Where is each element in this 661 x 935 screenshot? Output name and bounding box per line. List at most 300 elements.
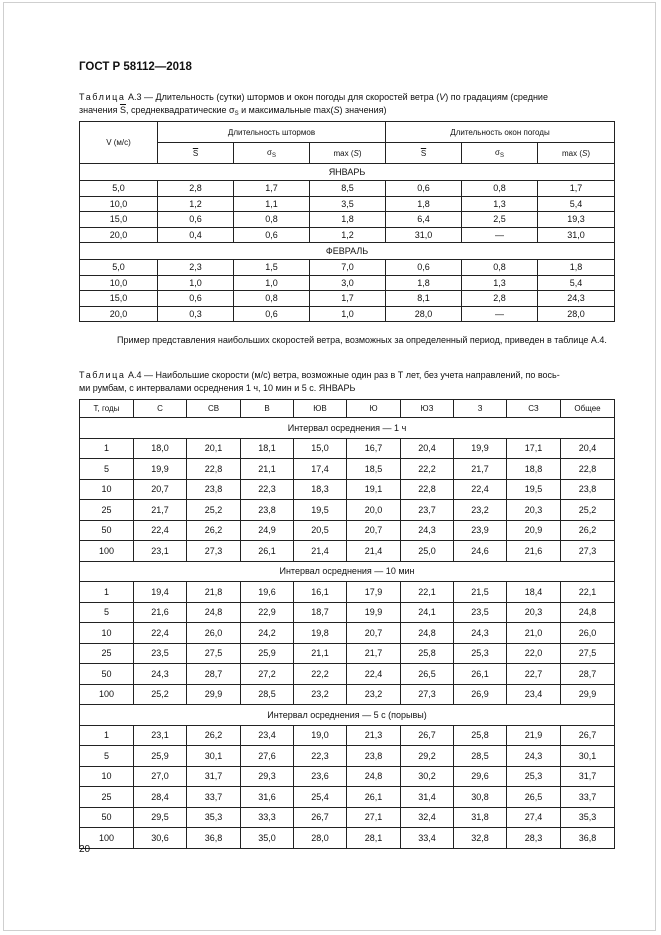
header-max: max (S)	[538, 143, 615, 164]
table-cell: 20,3	[507, 602, 561, 623]
column-header: С	[134, 400, 187, 418]
table-cell: 22,4	[134, 520, 187, 541]
table-cell: 0,8	[234, 291, 310, 307]
table-cell: 28,7	[561, 664, 615, 685]
table-a3	[79, 121, 615, 322]
section-title: Интервал осреднения — 10 мин	[80, 561, 615, 582]
table-row	[80, 684, 615, 705]
table-cell: 19,4	[134, 582, 187, 603]
table-cell: 8,1	[386, 291, 462, 307]
table-cell: 33,7	[187, 787, 241, 808]
header-sigma: $\sigma_S$	[462, 143, 538, 164]
table-cell: 1,7	[538, 181, 615, 197]
table-row	[80, 291, 615, 307]
table-cell: 17,1	[507, 438, 561, 459]
table-cell: 35,3	[187, 807, 241, 828]
table-cell: —	[462, 306, 538, 322]
section-row	[80, 243, 615, 260]
table-cell: 28,1	[347, 828, 401, 849]
table-cell: 23,6	[294, 766, 347, 787]
table-cell: 0,6	[158, 212, 234, 228]
table-cell: 22,3	[241, 479, 294, 500]
table-cell: 25,2	[134, 684, 187, 705]
table-cell: 22,7	[507, 664, 561, 685]
table-cell: 25,3	[507, 766, 561, 787]
header-v: V (м/с)	[80, 122, 158, 164]
table-cell: 20,3	[507, 500, 561, 521]
table-cell: 2,3	[158, 260, 234, 276]
table-row	[80, 196, 615, 212]
table-cell: —	[462, 227, 538, 243]
table-cell: 15,0	[294, 438, 347, 459]
table-cell: 21,7	[134, 500, 187, 521]
table-cell: 25	[80, 500, 134, 521]
table-cell: 21,3	[347, 725, 401, 746]
table-cell: 5,0	[80, 181, 158, 197]
table-cell: 30,6	[134, 828, 187, 849]
table-cell: 28,0	[294, 828, 347, 849]
table-cell: 20,5	[294, 520, 347, 541]
table-cell: 0,3	[158, 306, 234, 322]
table-cell: 24,3	[134, 664, 187, 685]
table-cell: 50	[80, 664, 134, 685]
table-cell: 50	[80, 807, 134, 828]
table-cell: 20,0	[80, 306, 158, 322]
table-cell: 27,0	[134, 766, 187, 787]
table-cell: 19,1	[347, 479, 401, 500]
column-header: ЮВ	[294, 400, 347, 418]
table-row	[80, 602, 615, 623]
table-cell: 19,0	[294, 725, 347, 746]
table-cell: 20,4	[401, 438, 454, 459]
table-cell: 16,7	[347, 438, 401, 459]
table-cell: 23,5	[454, 602, 507, 623]
table-cell: 25,9	[134, 746, 187, 767]
table-cell: 100	[80, 684, 134, 705]
table-cell: 33,3	[241, 807, 294, 828]
table-cell: 19,5	[507, 479, 561, 500]
table-cell: 31,7	[561, 766, 615, 787]
table-cell: 5	[80, 602, 134, 623]
table-cell: 6,4	[386, 212, 462, 228]
header-mean: $\overline{S}$	[386, 143, 462, 164]
table-cell: 23,2	[454, 500, 507, 521]
table-cell: 25,8	[454, 725, 507, 746]
table-cell: 35,0	[241, 828, 294, 849]
table-cell: 28,5	[241, 684, 294, 705]
table-cell: 17,9	[347, 582, 401, 603]
table-cell: 22,4	[454, 479, 507, 500]
table-cell: 32,4	[401, 807, 454, 828]
table-cell: 10	[80, 766, 134, 787]
header-mean: $\overline{S}$	[158, 143, 234, 164]
table-row	[80, 807, 615, 828]
table-cell: 22,2	[294, 664, 347, 685]
page-number: 20	[79, 844, 91, 855]
table-cell: 31,0	[386, 227, 462, 243]
table-cell: 21,4	[294, 541, 347, 562]
table-row	[80, 438, 615, 459]
section-title: ФЕВРАЛЬ	[80, 243, 615, 260]
table-cell: 26,2	[187, 725, 241, 746]
table-cell: 20,7	[134, 479, 187, 500]
table-row	[80, 306, 615, 322]
table-cell: 36,8	[561, 828, 615, 849]
table-cell: 1	[80, 438, 134, 459]
table-a4-body	[80, 418, 615, 849]
table-cell: 20,0	[80, 227, 158, 243]
table-cell: 5	[80, 746, 134, 767]
table-cell: 30,1	[561, 746, 615, 767]
table-cell: 1,1	[234, 196, 310, 212]
table-cell: 21,6	[134, 602, 187, 623]
table-cell: 1,8	[386, 275, 462, 291]
table-cell: 21,4	[347, 541, 401, 562]
table-cell: 27,6	[241, 746, 294, 767]
table-cell: 35,3	[561, 807, 615, 828]
table-cell: 1,0	[234, 275, 310, 291]
column-header: В	[241, 400, 294, 418]
table-cell: 0,6	[386, 181, 462, 197]
table-cell: 21,7	[454, 459, 507, 480]
table-cell: 30,2	[401, 766, 454, 787]
table-cell: 29,6	[454, 766, 507, 787]
header-storms: Длительность штормов	[158, 122, 386, 143]
table-cell: 25,3	[454, 643, 507, 664]
table-cell: 0,8	[234, 212, 310, 228]
table-cell: 26,0	[561, 623, 615, 644]
table-row	[80, 746, 615, 767]
column-header: СЗ	[507, 400, 561, 418]
table-cell: 21,1	[241, 459, 294, 480]
table-row	[80, 664, 615, 685]
table-cell: 7,0	[310, 260, 386, 276]
table-cell: 27,5	[561, 643, 615, 664]
table-cell: 1,3	[462, 196, 538, 212]
table-cell: 23,9	[454, 520, 507, 541]
table-cell: 26,7	[561, 725, 615, 746]
table-cell: 23,1	[134, 725, 187, 746]
table-cell: 26,2	[561, 520, 615, 541]
table-cell: 24,1	[401, 602, 454, 623]
table-cell: 27,3	[401, 684, 454, 705]
section-title: ЯНВАРЬ	[80, 164, 615, 181]
table-cell: 24,9	[241, 520, 294, 541]
table-row	[80, 787, 615, 808]
table-cell: 21,6	[507, 541, 561, 562]
table-cell: 26,9	[454, 684, 507, 705]
table-cell: 28,5	[454, 746, 507, 767]
table-cell: 25,9	[241, 643, 294, 664]
table-cell: 0,6	[234, 227, 310, 243]
table-cell: 22,2	[401, 459, 454, 480]
table-cell: 19,3	[538, 212, 615, 228]
table-cell: 2,8	[158, 181, 234, 197]
table-cell: 50	[80, 520, 134, 541]
header-max: max (S)	[310, 143, 386, 164]
section-title: Интервал осреднения — 5 с (порывы)	[80, 705, 615, 726]
table-cell: 3,5	[310, 196, 386, 212]
table-cell: 100	[80, 541, 134, 562]
table-cell: 27,3	[187, 541, 241, 562]
table-cell: 21,5	[454, 582, 507, 603]
table-cell: 25	[80, 787, 134, 808]
table-cell: 26,2	[187, 520, 241, 541]
table-row	[80, 479, 615, 500]
table-cell: 24,3	[507, 746, 561, 767]
table-cell: 33,7	[561, 787, 615, 808]
table-cell: 25,2	[561, 500, 615, 521]
table-cell: 28,4	[134, 787, 187, 808]
example-paragraph: Пример представления наибольших скоростей ветра, возможных за определенный период, приведен в таблице А.4.	[117, 335, 607, 345]
document-header: ГОСТ Р 58112—2018	[79, 61, 192, 73]
table-cell: 23,8	[561, 479, 615, 500]
table-cell: 19,9	[454, 438, 507, 459]
column-header: З	[454, 400, 507, 418]
table-cell: 29,9	[187, 684, 241, 705]
table-cell: 2,5	[462, 212, 538, 228]
table-cell: 23,1	[134, 541, 187, 562]
table-cell: 26,1	[347, 787, 401, 808]
header-windows: Длительность окон погоды	[386, 122, 615, 143]
table-a4-caption: Таблица А.4 — Наибольшие скорости (м/с) ветра, возможные один раз в Т лет, без учета направлений, по вось- ми румбам, с интервалами осреднения 1 ч, 10 мин и 5 с. ЯНВАРЬ	[79, 370, 560, 393]
table-cell: 16,1	[294, 582, 347, 603]
table-cell: 5	[80, 459, 134, 480]
table-cell: 24,3	[401, 520, 454, 541]
column-header: Ю	[347, 400, 401, 418]
table-cell: 22,3	[294, 746, 347, 767]
section-row	[80, 418, 615, 439]
table-cell: 22,1	[401, 582, 454, 603]
table-cell: 1	[80, 582, 134, 603]
table-cell: 5,0	[80, 260, 158, 276]
table-cell: 25	[80, 643, 134, 664]
caption-prefix: Таблица	[79, 92, 126, 102]
table-cell: 23,4	[507, 684, 561, 705]
table-cell: 21,7	[347, 643, 401, 664]
table-cell: 20,7	[347, 520, 401, 541]
table-cell: 33,4	[401, 828, 454, 849]
table-cell: 24,6	[454, 541, 507, 562]
header-sigma: $\sigma_S$	[234, 143, 310, 164]
table-a4	[79, 399, 615, 849]
table-cell: 19,9	[134, 459, 187, 480]
table-cell: 19,8	[294, 623, 347, 644]
table-cell: 19,5	[294, 500, 347, 521]
table-row	[80, 275, 615, 291]
table-cell: 18,0	[134, 438, 187, 459]
table-cell: 18,8	[507, 459, 561, 480]
table-cell: 20,7	[347, 623, 401, 644]
table-cell: 24,8	[347, 766, 401, 787]
table-cell: 31,4	[401, 787, 454, 808]
table-cell: 26,1	[241, 541, 294, 562]
table-cell: 1,0	[158, 275, 234, 291]
table-cell: 23,2	[294, 684, 347, 705]
caption-prefix: Таблица	[79, 370, 126, 380]
table-cell: 28,0	[538, 306, 615, 322]
table-cell: 23,8	[187, 479, 241, 500]
table-cell: 3,0	[310, 275, 386, 291]
table-cell: 24,8	[401, 623, 454, 644]
table-cell: 23,8	[347, 746, 401, 767]
table-cell: 29,5	[134, 807, 187, 828]
table-cell: 0,8	[462, 181, 538, 197]
table-a3-body	[80, 164, 615, 322]
table-cell: 29,3	[241, 766, 294, 787]
table-cell: 28,3	[507, 828, 561, 849]
table-cell: 22,9	[241, 602, 294, 623]
table-row	[80, 260, 615, 276]
table-cell: 28,7	[187, 664, 241, 685]
table-cell: 26,1	[454, 664, 507, 685]
table-cell: 27,3	[561, 541, 615, 562]
table-cell: 21,0	[507, 623, 561, 644]
table-cell: 21,1	[294, 643, 347, 664]
table-cell: 31,7	[187, 766, 241, 787]
table-cell: 18,1	[241, 438, 294, 459]
table-cell: 24,3	[454, 623, 507, 644]
table-cell: 5,4	[538, 196, 615, 212]
table-cell: 32,8	[454, 828, 507, 849]
table-cell: 27,4	[507, 807, 561, 828]
table-cell: 5,4	[538, 275, 615, 291]
table-a4-header-row	[80, 400, 615, 418]
table-cell: 24,2	[241, 623, 294, 644]
table-row	[80, 520, 615, 541]
table-cell: 27,5	[187, 643, 241, 664]
table-cell: 22,4	[347, 664, 401, 685]
table-cell: 24,8	[561, 602, 615, 623]
table-row	[80, 582, 615, 603]
table-cell: 0,4	[158, 227, 234, 243]
table-row	[80, 541, 615, 562]
table-cell: 1,7	[310, 291, 386, 307]
table-cell: 18,3	[294, 479, 347, 500]
table-row	[80, 623, 615, 644]
table-cell: 26,7	[294, 807, 347, 828]
table-cell: 1,3	[462, 275, 538, 291]
table-cell: 28,0	[386, 306, 462, 322]
section-row	[80, 705, 615, 726]
table-cell: 2,8	[462, 291, 538, 307]
table-cell: 0,6	[158, 291, 234, 307]
table-cell: 0,6	[386, 260, 462, 276]
table-cell: 23,7	[401, 500, 454, 521]
table-cell: 0,8	[462, 260, 538, 276]
table-cell: 1,5	[234, 260, 310, 276]
table-cell: 1,2	[310, 227, 386, 243]
table-cell: 20,0	[347, 500, 401, 521]
table-cell: 29,2	[401, 746, 454, 767]
table-cell: 17,4	[294, 459, 347, 480]
table-cell: 24,3	[538, 291, 615, 307]
table-cell: 27,1	[347, 807, 401, 828]
table-row	[80, 227, 615, 243]
table-cell: 1,8	[538, 260, 615, 276]
table-cell: 10	[80, 623, 134, 644]
table-cell: 21,9	[507, 725, 561, 746]
table-cell: 20,9	[507, 520, 561, 541]
column-header: СВ	[187, 400, 241, 418]
table-cell: 10,0	[80, 275, 158, 291]
table-row	[80, 725, 615, 746]
table-cell: 26,0	[187, 623, 241, 644]
table-cell: 0,6	[234, 306, 310, 322]
table-cell: 1,8	[386, 196, 462, 212]
table-cell: 23,5	[134, 643, 187, 664]
table-cell: 23,4	[241, 725, 294, 746]
table-cell: 26,7	[401, 725, 454, 746]
table-cell: 15,0	[80, 291, 158, 307]
table-cell: 31,8	[454, 807, 507, 828]
column-header: Общее	[561, 400, 615, 418]
section-title: Интервал осреднения — 1 ч	[80, 418, 615, 439]
table-cell: 25,8	[401, 643, 454, 664]
table-cell: 22,1	[561, 582, 615, 603]
table-cell: 27,2	[241, 664, 294, 685]
table-cell: 15,0	[80, 212, 158, 228]
table-cell: 23,8	[241, 500, 294, 521]
table-cell: 25,2	[187, 500, 241, 521]
table-cell: 26,5	[507, 787, 561, 808]
table-cell: 23,2	[347, 684, 401, 705]
column-header: ЮЗ	[401, 400, 454, 418]
table-cell: 31,0	[538, 227, 615, 243]
section-row	[80, 561, 615, 582]
table-cell: 18,4	[507, 582, 561, 603]
table-cell: 36,8	[187, 828, 241, 849]
table-row	[80, 828, 615, 849]
table-cell: 10,0	[80, 196, 158, 212]
table-cell: 26,5	[401, 664, 454, 685]
table-cell: 18,7	[294, 602, 347, 623]
table-cell: 29,9	[561, 684, 615, 705]
table-cell: 24,8	[187, 602, 241, 623]
table-cell: 1,7	[234, 181, 310, 197]
table-cell: 20,1	[187, 438, 241, 459]
table-cell: 22,8	[561, 459, 615, 480]
table-cell: 19,9	[347, 602, 401, 623]
column-header: Т, годы	[80, 400, 134, 418]
table-cell: 30,8	[454, 787, 507, 808]
table-cell: 31,6	[241, 787, 294, 808]
table-cell: 100	[80, 828, 134, 849]
table-cell: 22,8	[187, 459, 241, 480]
table-cell: 10	[80, 479, 134, 500]
table-cell: 18,5	[347, 459, 401, 480]
table-row	[80, 500, 615, 521]
table-cell: 1,0	[310, 306, 386, 322]
table-row	[80, 181, 615, 197]
table-row	[80, 459, 615, 480]
table-cell: 22,8	[401, 479, 454, 500]
table-cell: 1	[80, 725, 134, 746]
section-row	[80, 164, 615, 181]
table-cell: 25,0	[401, 541, 454, 562]
table-cell: 19,6	[241, 582, 294, 603]
table-cell: 30,1	[187, 746, 241, 767]
table-cell: 21,8	[187, 582, 241, 603]
table-row	[80, 212, 615, 228]
table-cell: 1,8	[310, 212, 386, 228]
table-cell: 22,4	[134, 623, 187, 644]
table-row	[80, 766, 615, 787]
table-cell: 1,2	[158, 196, 234, 212]
table-cell: 25,4	[294, 787, 347, 808]
table-cell: 22,0	[507, 643, 561, 664]
table-cell: 8,5	[310, 181, 386, 197]
